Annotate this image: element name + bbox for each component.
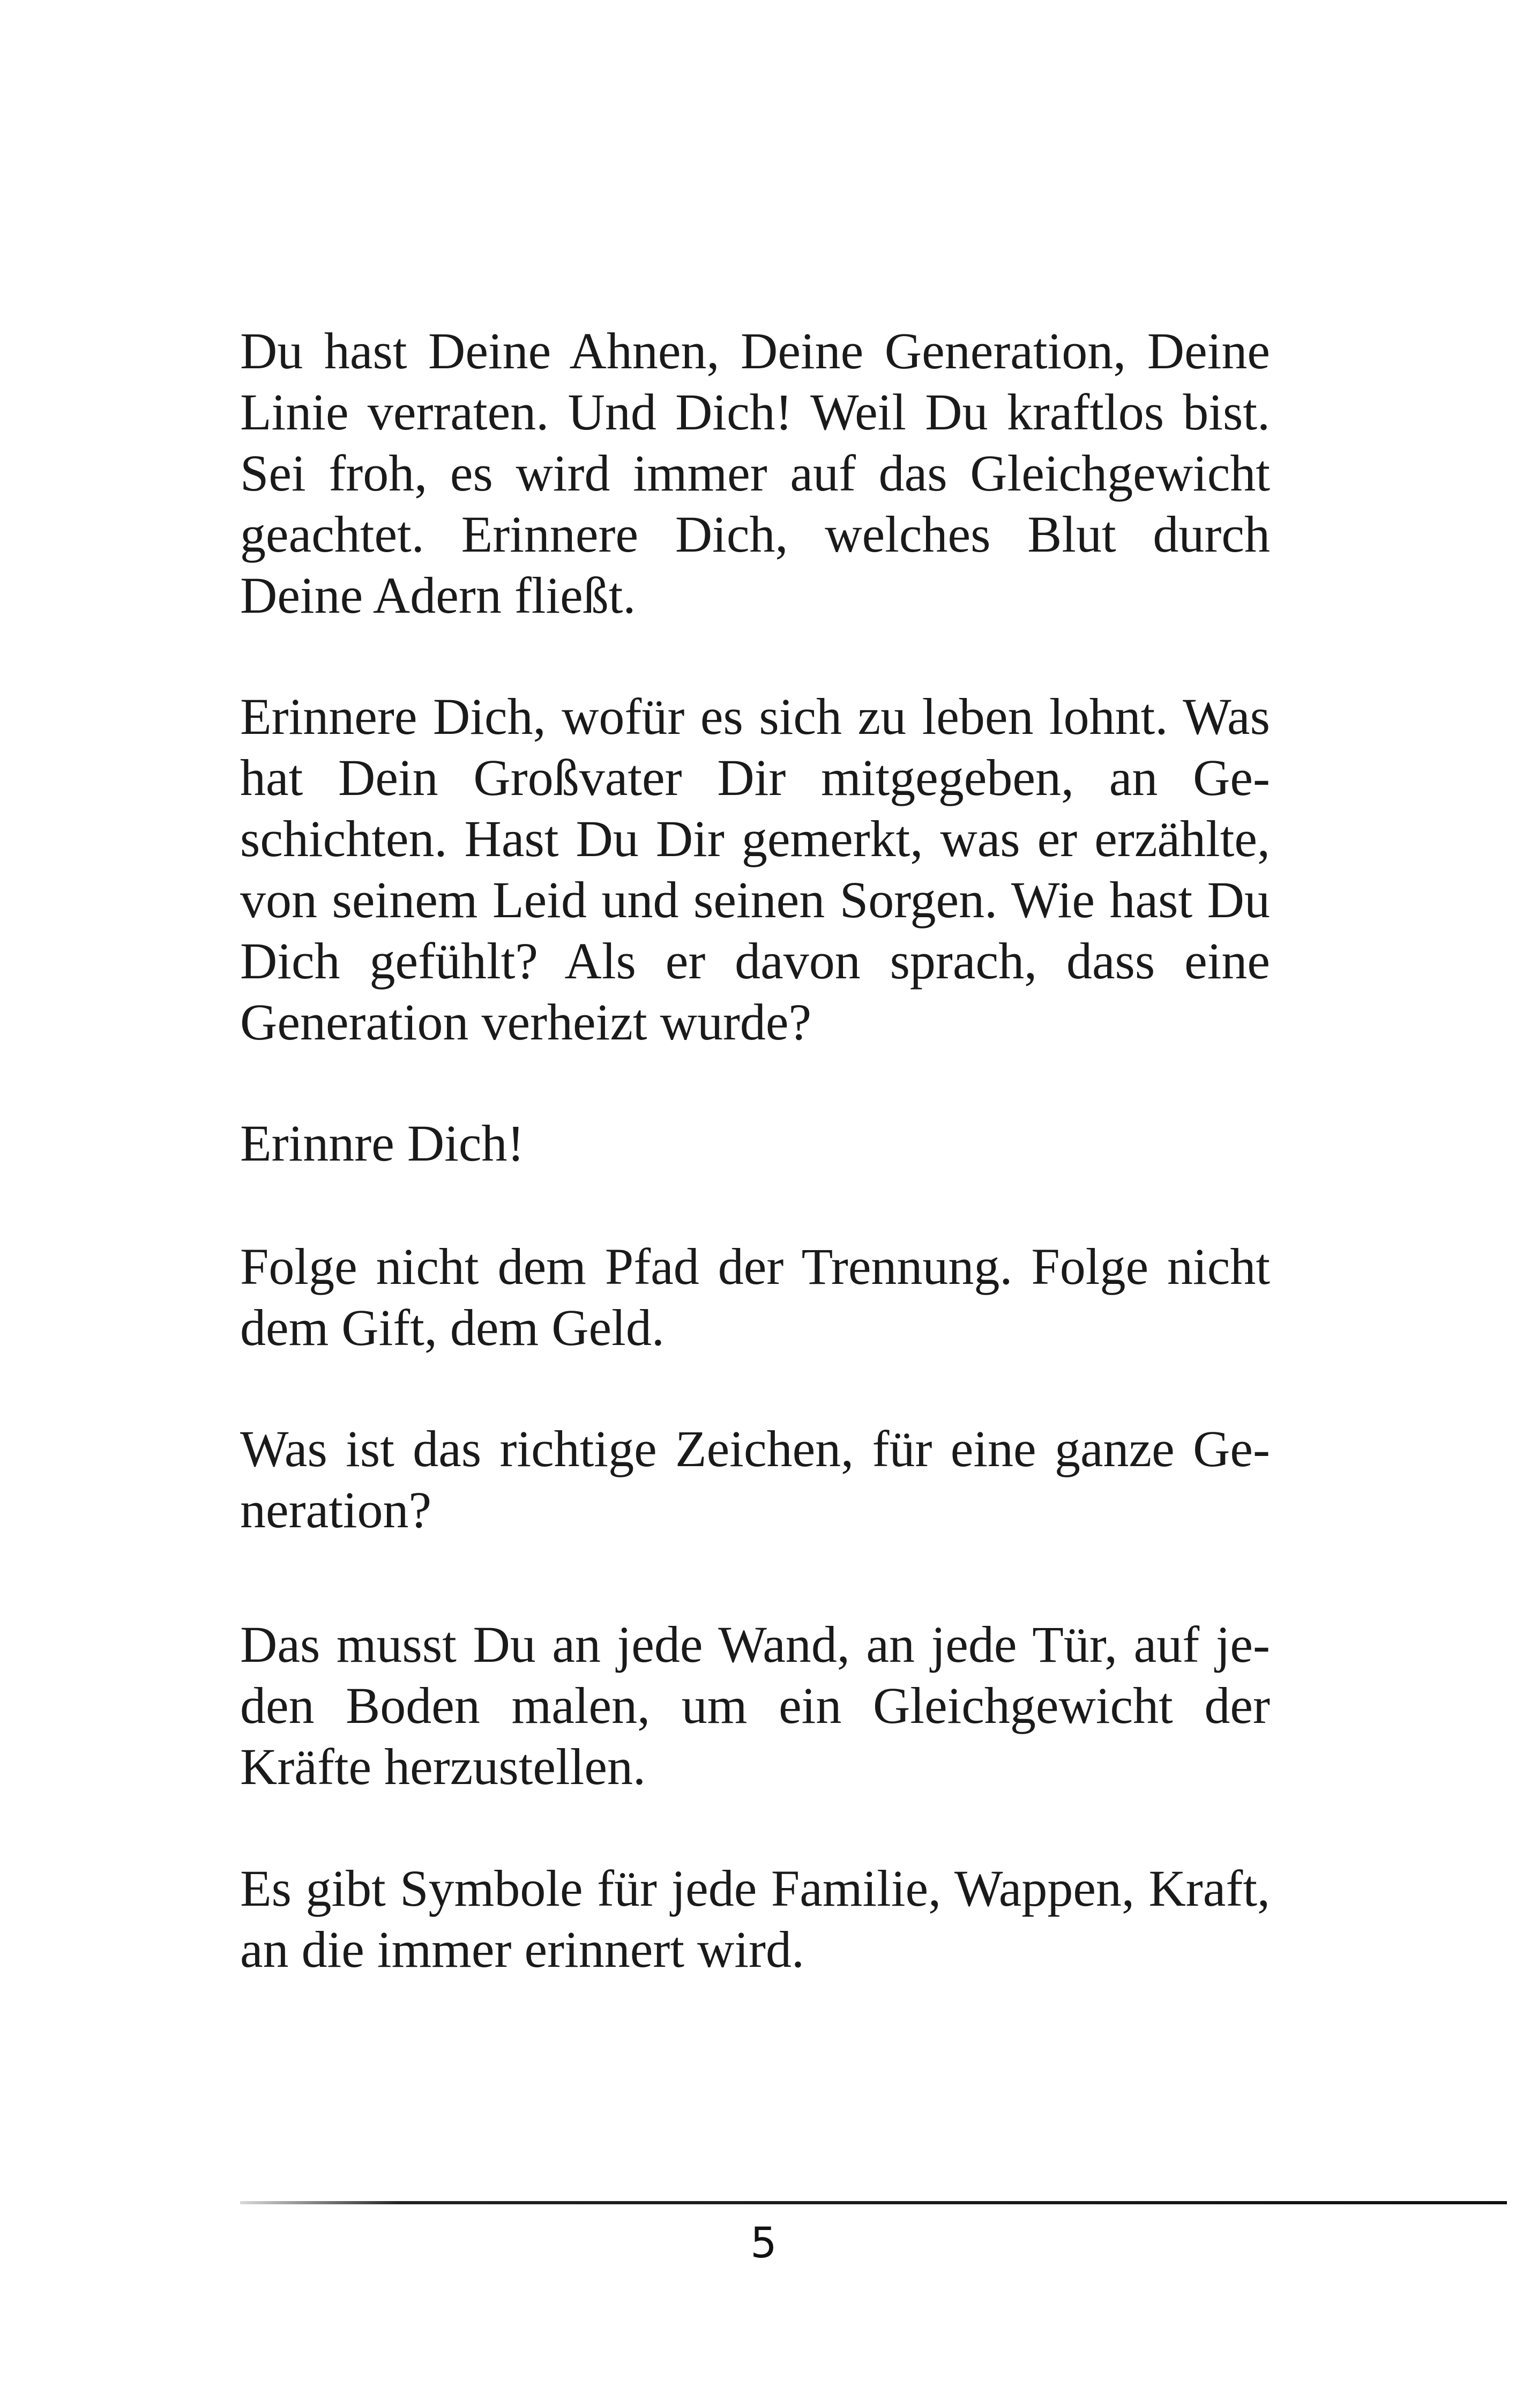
paragraph-erinnre: Erinnre Dich! bbox=[240, 1114, 525, 1172]
page-number: 5 bbox=[750, 2219, 777, 2268]
footer-rule bbox=[240, 2201, 1507, 2204]
paragraph-symbole: Es gibt Symbole für jede Familie, Wappen, Kraft, an die immer erinnert wird. bbox=[240, 1860, 1270, 1978]
paragraph-ahnen: Du hast Deine Ahnen, Deine Generation, Deine Linie verraten. Und Dich! Weil Du kraftlos bist. Sei froh, es wird immer auf das Gleichgewicht geachtet. Erinnere Dich, welches Blut durch Deine Adern fließt. bbox=[240, 322, 1270, 624]
paragraph-grossvater: Erinnere Dich, wofür es sich zu leben lohnt. Was hat Dein Großvater Dir mitgegeben, an Geschichten. Hast Du Dir gemerkt, was er erzählte, von seinem Leid und seinen Sorgen. Wie hast Du Dich gefühlt? Als er davon sprach, dass eine Generation verheizt wurde? bbox=[240, 688, 1270, 1051]
paragraph-zeichen: Was ist das richtige Zeichen, für eine ganze Generation? bbox=[240, 1420, 1270, 1539]
paragraph-pfad: Folge nicht dem Pfad der Trennung. Folge nicht dem Gift, dem Geld. bbox=[240, 1238, 1270, 1356]
paragraph-wand: Das musst Du an jede Wand, an jede Tür, auf jeden Boden malen, um ein Gleichgewicht der Kräfte herzustellen. bbox=[240, 1616, 1270, 1795]
